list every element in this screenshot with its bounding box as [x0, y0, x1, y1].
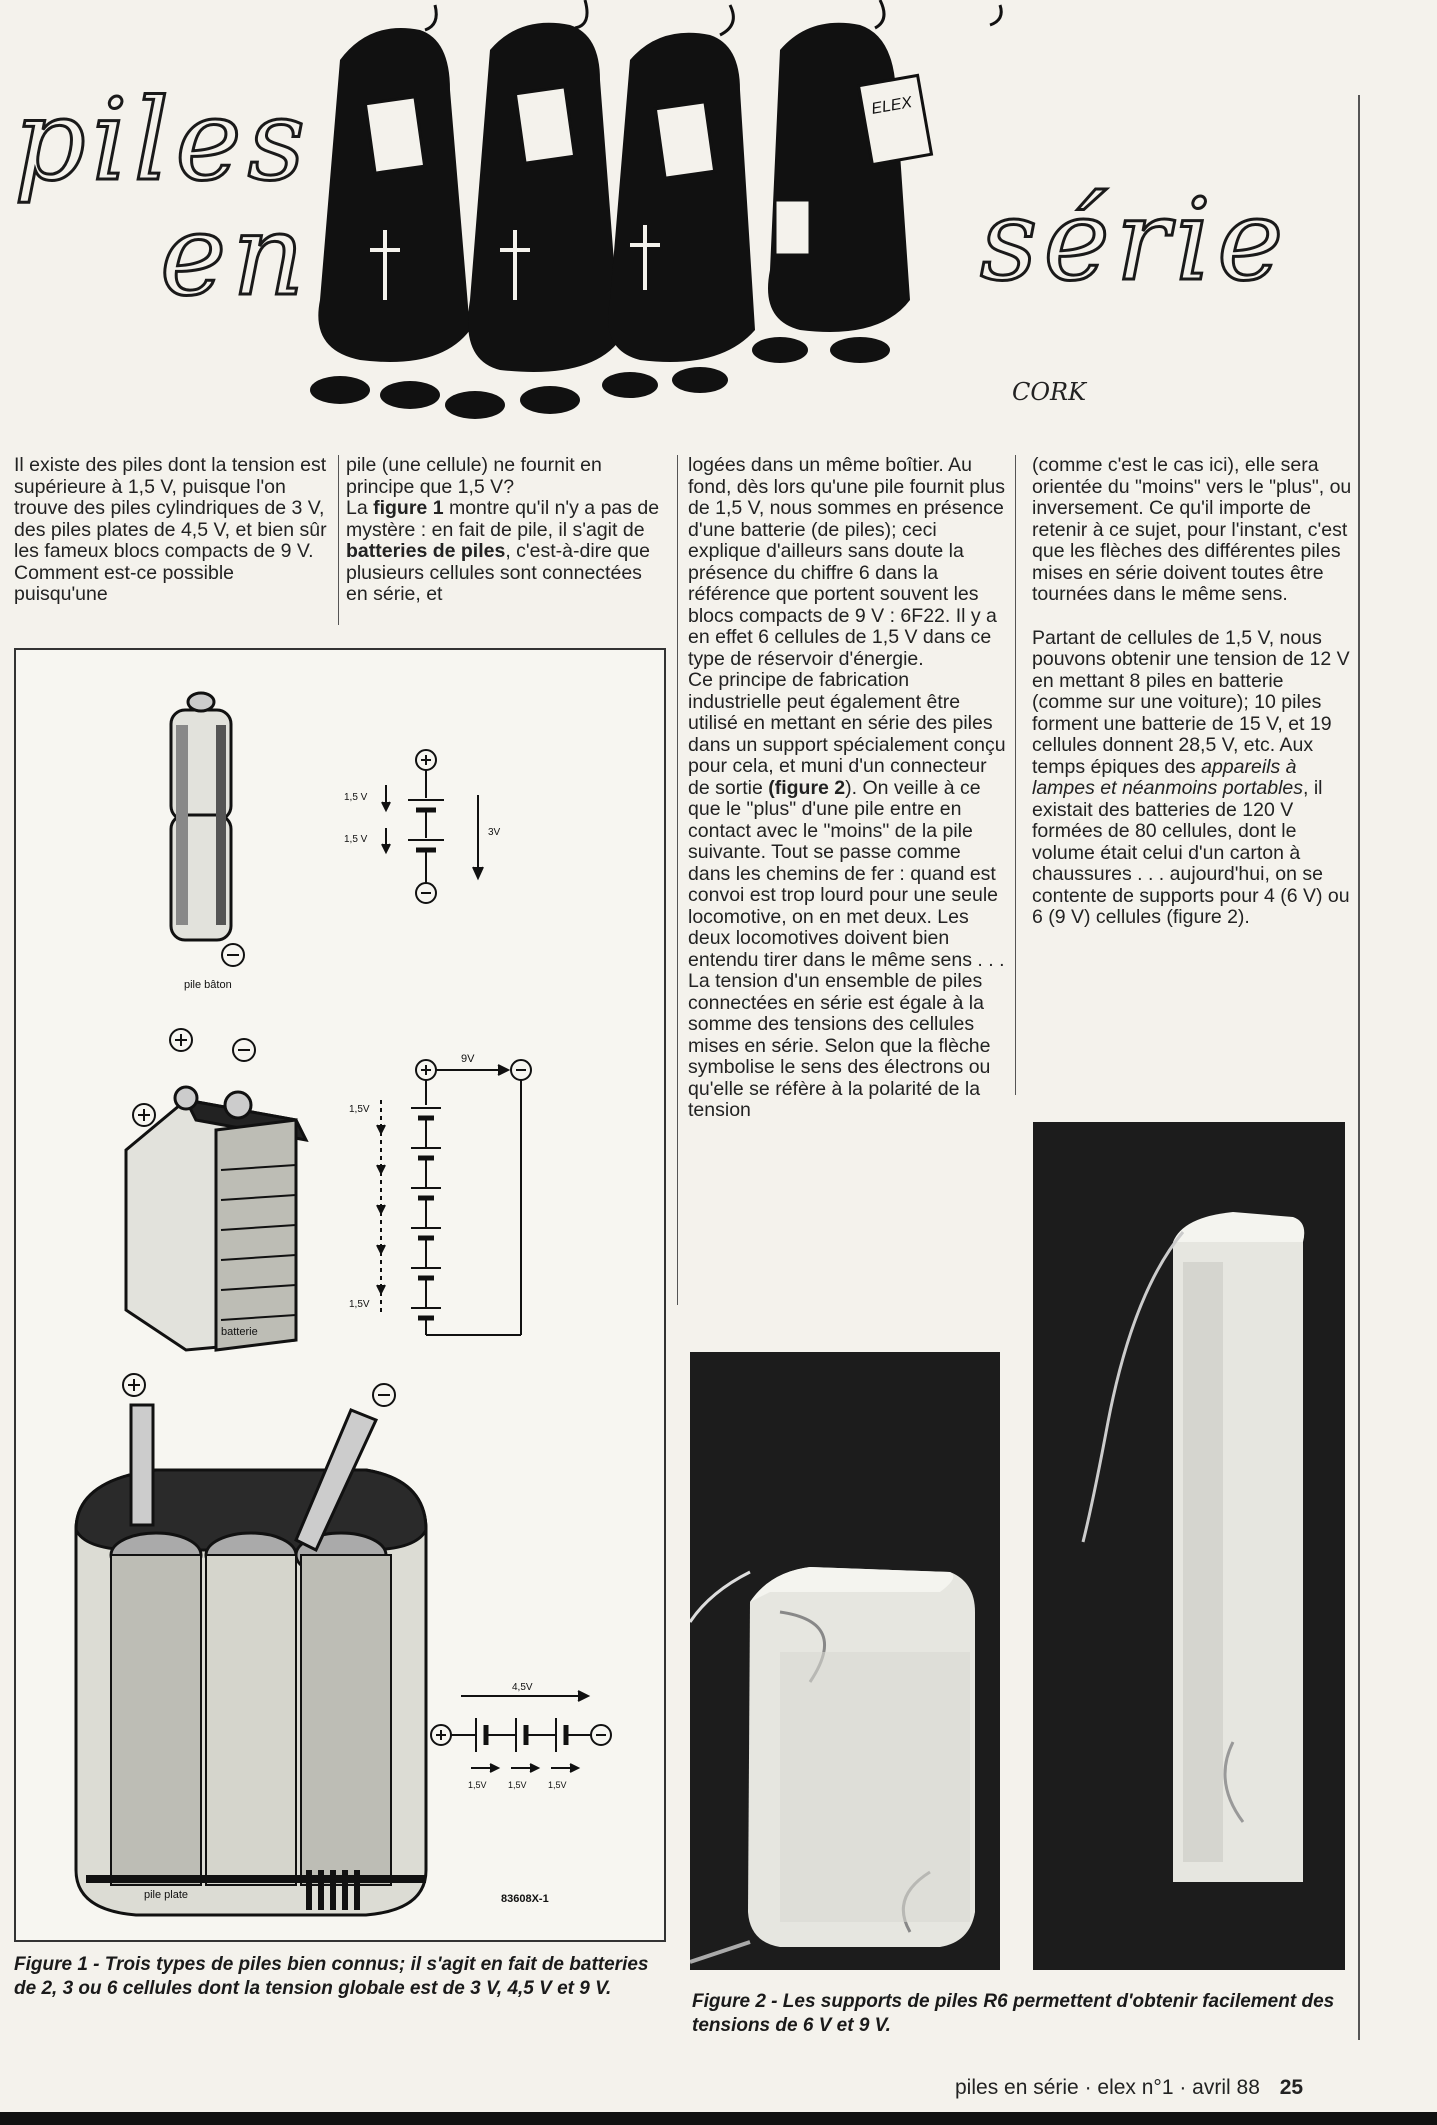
schematic-4-5v	[431, 1691, 611, 1772]
figure-1-reference: figure 1	[373, 497, 444, 519]
title-word-serie: série	[980, 176, 1290, 306]
column-3-paragraph-2: Ce principe de fabrication industrielle peut également être utilisé en mettant en série des piles dans un support spécialement conçu pour cela, et muni d'un connecteur de sortie (figure 2). On veille à ce que le "plus" d'une pile entre en contact avec le "moins" de la pile suivante. Tout se passe comme dans les chemins de fer : quand est convoi est trop lourd pour une seule locomotive, on en met deux. Les deux locomotives doivent bien entendu tirer dans le même sens . . .	[688, 669, 1006, 971]
label-1-5v-bottom-9v: 1,5V	[349, 1299, 370, 1310]
label-batterie: batterie	[221, 1326, 258, 1338]
schematic-3v	[382, 750, 483, 903]
pile-plate-terminal-signs	[123, 1374, 395, 1406]
figure-1-caption: Figure 1 - Trois types de piles bien connus; il s'agit en fait de batteries de 2, 3 ou 6 cellules dont la tension globale est de 3 V, 4,5 V et 9 V.	[14, 1954, 649, 1999]
artist-signature: CORK	[1012, 378, 1087, 406]
figure-2-photo-left	[690, 1352, 1000, 1970]
book-cover-label: ELEX	[870, 94, 914, 118]
label-pile-baton: pile bâton	[184, 979, 232, 991]
label-1-5v-cell-b: 1,5V	[508, 1780, 527, 1790]
label-1-5v-bottom: 1,5 V	[344, 834, 368, 845]
column-2-paragraph-1: pile (une cellule) ne fournit en principe que 1,5 V?	[346, 454, 602, 498]
column-4-paragraph-2: Partant de cellules de 1,5 V, nous pouvons obtenir une tension de 12 V en mettant 8 piles en batterie (comme sur une voiture); 10 piles forment une batterie de 15 V, et 19 cellules donnent 28,5 V, etc. Aux temps épiques des appareils à lampes et néanmoins portables, il existait des batteries de 120 V formées de 80 cellules, dont le volume était celui d'un carton à chaussures . . . aujourd'hui, on se contente de supports pour 4 (6 V) ou 6 (9 V) cellules (figure 2).	[1032, 626, 1350, 928]
footer-text: piles en série · elex n°1 · avril 88	[955, 2076, 1260, 2099]
column-2-paragraph-2: La figure 1 montre qu'il n'y a pas de mystère : en fait de pile, il s'agit de batteries de piles, c'est-à-dire que plusieurs cellules sont connectées en série, et	[346, 497, 660, 605]
label-pile-plate: pile plate	[144, 1889, 189, 1901]
column-3-paragraph-1: logées dans un même boîtier. Au fond, dès lors qu'une pile fournit plus de 1,5 V, nous sommes en présence d'une batterie (de piles); ceci explique d'ailleurs sans doute la présence du chiffre 6 dans la référence que portent souvent les blocs compacts de 9 V : 6F22. Il y a en effet 6 cellules de 1,5 V dans ce type de réservoir d'énergie.	[688, 454, 1006, 670]
label-1-5v-cell-c: 1,5V	[548, 1780, 567, 1790]
batterie-9v-illustration	[126, 1087, 306, 1350]
figure-1	[14, 648, 666, 1942]
term-batteries-de-piles: batteries de piles	[346, 540, 506, 562]
column-1-paragraph: Il existe des piles dont la tension est supérieure à 1,5 V, puisque l'on trouve des piles cylindriques de 3 V, des piles plates de 4,5 V, et bien sûr les fameux blocs compacts de 9 V. Comment est-ce possible puisqu'une	[14, 454, 327, 605]
bottom-border	[0, 2112, 1437, 2125]
column-rule-2	[677, 455, 678, 1305]
column-rule-1	[338, 455, 339, 625]
term-appareils-a-lampes: appareils à lampes et néanmoins portables	[1032, 755, 1303, 799]
battery-holder-6-cells	[1033, 1122, 1345, 1970]
figure-2-reference: (figure 2	[768, 776, 846, 799]
page-number: 25	[1279, 2076, 1304, 2099]
column-4-paragraph-1: (comme c'est le cas ici), elle sera orientée du "moins" vers le "plus", ou inversement. Ce qu'il importe de retenir à ce sujet, pour l'instant, c'est que les flèches des différentes piles mises en série doivent toutes être tournées dans le même sens.	[1032, 454, 1352, 605]
figure-2-caption: Figure 2 - Les supports de piles R6 permettent d'obtenir facilement des tensions de 6 V et 9 V.	[692, 1991, 1335, 2036]
title-word-piles: piles	[14, 76, 312, 206]
title-word-en: en	[160, 191, 311, 321]
label-4-5v: 4,5V	[512, 1682, 533, 1693]
figure-1-code: 83608X-1	[501, 1893, 549, 1905]
pile-plate-illustration	[76, 1405, 426, 1915]
label-3v: 3V	[488, 827, 501, 838]
schematic-9v	[377, 1060, 531, 1335]
battery-holder-4-cells	[690, 1352, 1000, 1970]
figure-2-photo-right	[1033, 1122, 1345, 1970]
monks-illustration	[300, 0, 1020, 440]
article-column-3	[688, 455, 1006, 1144]
label-1-5v-cell-a: 1,5V	[468, 1780, 487, 1790]
figure-1-drawing	[16, 650, 664, 1940]
right-margin-rule	[1358, 95, 1360, 2040]
article-column-2	[346, 455, 666, 628]
pile-baton-illustration	[171, 693, 244, 966]
label-1-5v-top: 1,5 V	[344, 792, 368, 803]
article-column-1	[14, 455, 332, 628]
article-column-4	[1032, 455, 1352, 951]
label-9v: 9V	[461, 1053, 475, 1065]
column-3-paragraph-3: La tension d'un ensemble de piles connectées en série est égale à la somme des tensions des cellules mises en série. Selon que la flèche symbolise le sens des électrons ou qu'elle se réfère à la polarité de la tension	[688, 970, 991, 1121]
column-rule-3	[1015, 455, 1016, 1095]
label-1-5v-top-9v: 1,5V	[349, 1104, 370, 1115]
page-footer	[955, 2076, 1303, 2100]
